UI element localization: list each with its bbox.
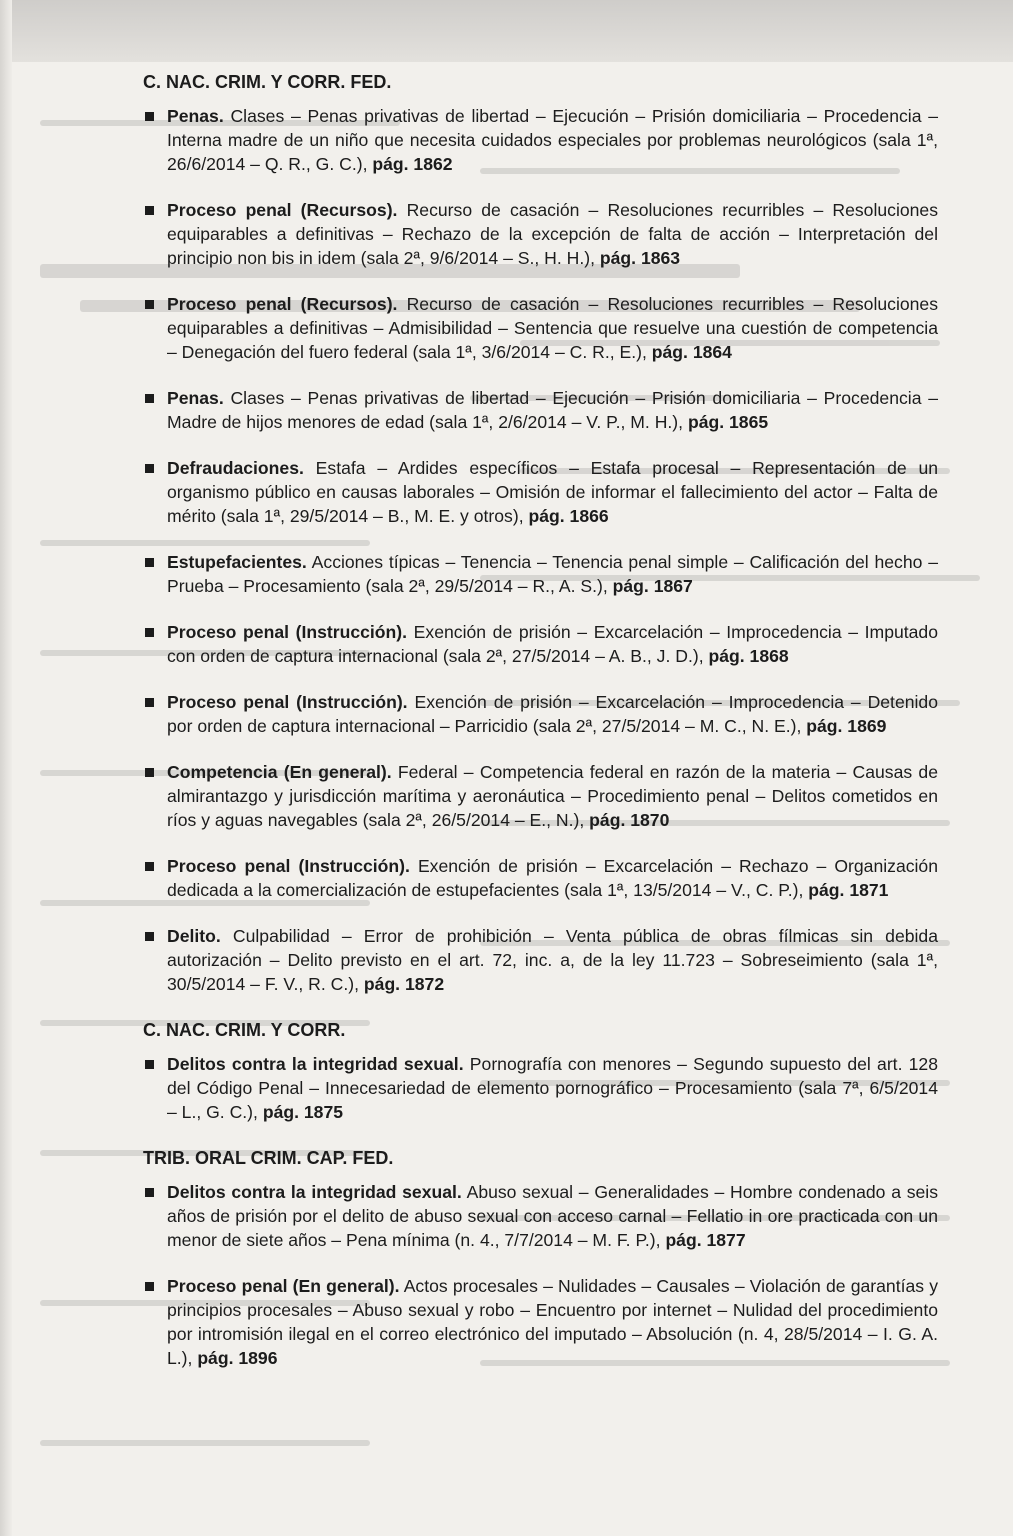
- bullet-square-icon: [145, 300, 154, 309]
- entry-topic: Proceso penal (Instrucción).: [167, 622, 408, 642]
- entry-topic: Proceso penal (Instrucción).: [167, 692, 408, 712]
- entry-body: Pornografía con menores – Segundo supuesto del art. 128 del Código Penal – Innecesariedad de elemento pornográfico – Procesamiento (sala 7ª, 6/5/2014 – L., G. C.),: [167, 1054, 939, 1122]
- court-heading: C. NAC. CRIM. Y CORR. FED.: [143, 72, 392, 92]
- page-reference: pág. 1877: [665, 1230, 746, 1250]
- index-entry: [143, 690, 938, 738]
- page-reference: pág. 1867: [612, 576, 693, 596]
- page-reference: pág. 1872: [363, 974, 445, 994]
- entry-body: Federal – Competencia federal en razón de la materia – Causas de almirantazgo y jurisdicción marítima y aeronáutica – Procedimiento penal – Delitos cometidos en ríos y aguas navegables (sala 2ª, 26/5/2014 – E., N.),: [167, 762, 938, 830]
- entry-topic: Proceso penal (Recursos).: [167, 200, 398, 220]
- entry-body: Exención de prisión – Excarcelación – Improcedencia – Detenido por orden de captura internacional – Parricidio (sala 2ª, 27/5/2014 – M. C., N. E.),: [167, 692, 938, 736]
- bullet-square-icon: [145, 1188, 154, 1197]
- entry-body: Estafa – Ardides específicos – Estafa procesal – Representación de un organismo público en causas laborales – Omisión de informar el fallecimiento del actor – Falta de mérito (sala 1ª, 29/5/2014 – B., M. E. y otros),: [167, 458, 939, 526]
- page-left-edge: [0, 0, 12, 1536]
- page-reference: pág. 1870: [589, 810, 670, 830]
- court-heading: TRIB. ORAL CRIM. CAP. FED.: [143, 1148, 394, 1168]
- page-reference: pág. 1875: [262, 1102, 344, 1122]
- index-entry: [143, 1180, 938, 1252]
- page-reference: pág. 1862: [372, 154, 453, 174]
- page-top-shadow: [0, 0, 1013, 62]
- page-reference: pág. 1864: [651, 342, 732, 362]
- index-entry: [143, 854, 938, 902]
- bullet-square-icon: [145, 394, 154, 403]
- bullet-square-icon: [145, 558, 154, 567]
- bullet-square-icon: [145, 464, 154, 473]
- bullet-square-icon: [145, 698, 154, 707]
- entry-topic: Proceso penal (En general).: [167, 1276, 400, 1296]
- bullet-square-icon: [145, 862, 154, 871]
- index-entry: [143, 104, 938, 176]
- entry-topic: Competencia (En general).: [167, 762, 392, 782]
- court-heading: C. NAC. CRIM. Y CORR.: [143, 1020, 346, 1040]
- jurisprudence-index: [143, 70, 938, 1370]
- entry-body: Culpabilidad – Error de prohibición – Venta pública de obras fílmicas sin debida autorización – Delito previsto en el art. 72, inc. a, de la ley 11.723 – Sobreseimiento (sala 1ª, 30/5/2014 – F. V., R. C.),: [167, 926, 939, 994]
- index-entry: [143, 550, 938, 598]
- entry-body: Exención de prisión – Excarcelación – Rechazo – Organización dedicada a la comercialización de estupefacientes (sala 1ª, 13/5/2014 – V., C. P.),: [167, 856, 939, 900]
- entry-body: Recurso de casación – Resoluciones recurribles – Resoluciones equiparables a definitivas – Rechazo de la excepción de falta de acción – Interpretación del principio non bis in idem (sala 2ª, 9/6/2014 – S., H. H.),: [167, 200, 939, 268]
- bullet-square-icon: [145, 206, 154, 215]
- bullet-square-icon: [145, 628, 154, 637]
- index-entry: [143, 456, 938, 528]
- entry-body: Clases – Penas privativas de libertad – Ejecución – Prisión domiciliaria – Procedencia – Madre de hijos menores de edad (sala 1ª, 2/6/2014 – V. P., M. H.),: [167, 388, 938, 432]
- index-entry: [143, 924, 938, 996]
- entry-topic: Penas.: [167, 388, 224, 408]
- entry-body: Clases – Penas privativas de libertad – Ejecución – Prisión domiciliaria – Procedencia – Interna madre de un niño que necesita cuidados especiales por problemas neurológicos (sala 1ª, 26/6/2014 – Q. R., G. C.),: [167, 106, 938, 174]
- page-reference: pág. 1869: [806, 716, 887, 736]
- page-reference: pág. 1896: [197, 1348, 278, 1368]
- index-entry: [143, 1274, 938, 1370]
- entry-topic: Defraudaciones.: [167, 458, 304, 478]
- page-reference: pág. 1871: [808, 880, 889, 900]
- entry-body: Acciones típicas – Tenencia – Tenencia penal simple – Calificación del hecho – Prueba – Procesamiento (sala 2ª, 29/5/2014 – R., A. S.),: [167, 552, 939, 596]
- page-reference: pág. 1868: [708, 646, 789, 666]
- bullet-square-icon: [145, 932, 154, 941]
- page-reference: pág. 1863: [599, 248, 681, 268]
- index-entry: [143, 760, 938, 832]
- index-entry: [143, 386, 938, 434]
- bullet-square-icon: [145, 1060, 154, 1069]
- entry-body: Recurso de casación – Resoluciones recurribles – Resoluciones equiparables a definitivas – Admisibilidad – Sentencia que resuelve una cuestión de competencia – Denegación del fuero federal (sala 1ª, 3/6/2014 – C. R., E.),: [167, 294, 939, 362]
- page-reference: pág. 1865: [687, 412, 769, 432]
- entry-body: Abuso sexual – Generalidades – Hombre condenado a seis años de prisión por el delito de abuso sexual con acceso carnal – Fellatio in ore practicada con un menor de siete años – Pena mínima (n. 4., 7/7/2014 – M. F. P.),: [167, 1182, 939, 1250]
- entry-topic: Penas.: [167, 106, 224, 126]
- entry-body: Actos procesales – Nulidades – Causales – Violación de garantías y principios procesales – Abuso sexual y robo – Encuentro por internet – Nulidad del procedimiento por intromisión ilegal en el correo electrónico del imputado – Absolución (n. 4, 28/5/2014 – I. G. A. L.),: [167, 1276, 939, 1368]
- index-entry: [143, 198, 938, 270]
- entry-topic: Proceso penal (Instrucción).: [167, 856, 410, 876]
- bullet-square-icon: [145, 1282, 154, 1291]
- index-entry: [143, 620, 938, 668]
- bullet-square-icon: [145, 112, 154, 121]
- entry-topic: Estupefacientes.: [167, 552, 307, 572]
- entry-topic: Delito.: [167, 926, 221, 946]
- entry-topic: Proceso penal (Recursos).: [167, 294, 398, 314]
- index-entry: [143, 292, 938, 364]
- entry-topic: Delitos contra la integridad sexual.: [167, 1054, 464, 1074]
- page-reference: pág. 1866: [528, 506, 609, 526]
- entry-body: Exención de prisión – Excarcelación – Improcedencia – Imputado con orden de captura internacional (sala 2ª, 27/5/2014 – A. B., J. D.),: [167, 622, 939, 666]
- index-entry: [143, 1052, 938, 1124]
- entry-topic: Delitos contra la integridad sexual.: [167, 1182, 462, 1202]
- bullet-square-icon: [145, 768, 154, 777]
